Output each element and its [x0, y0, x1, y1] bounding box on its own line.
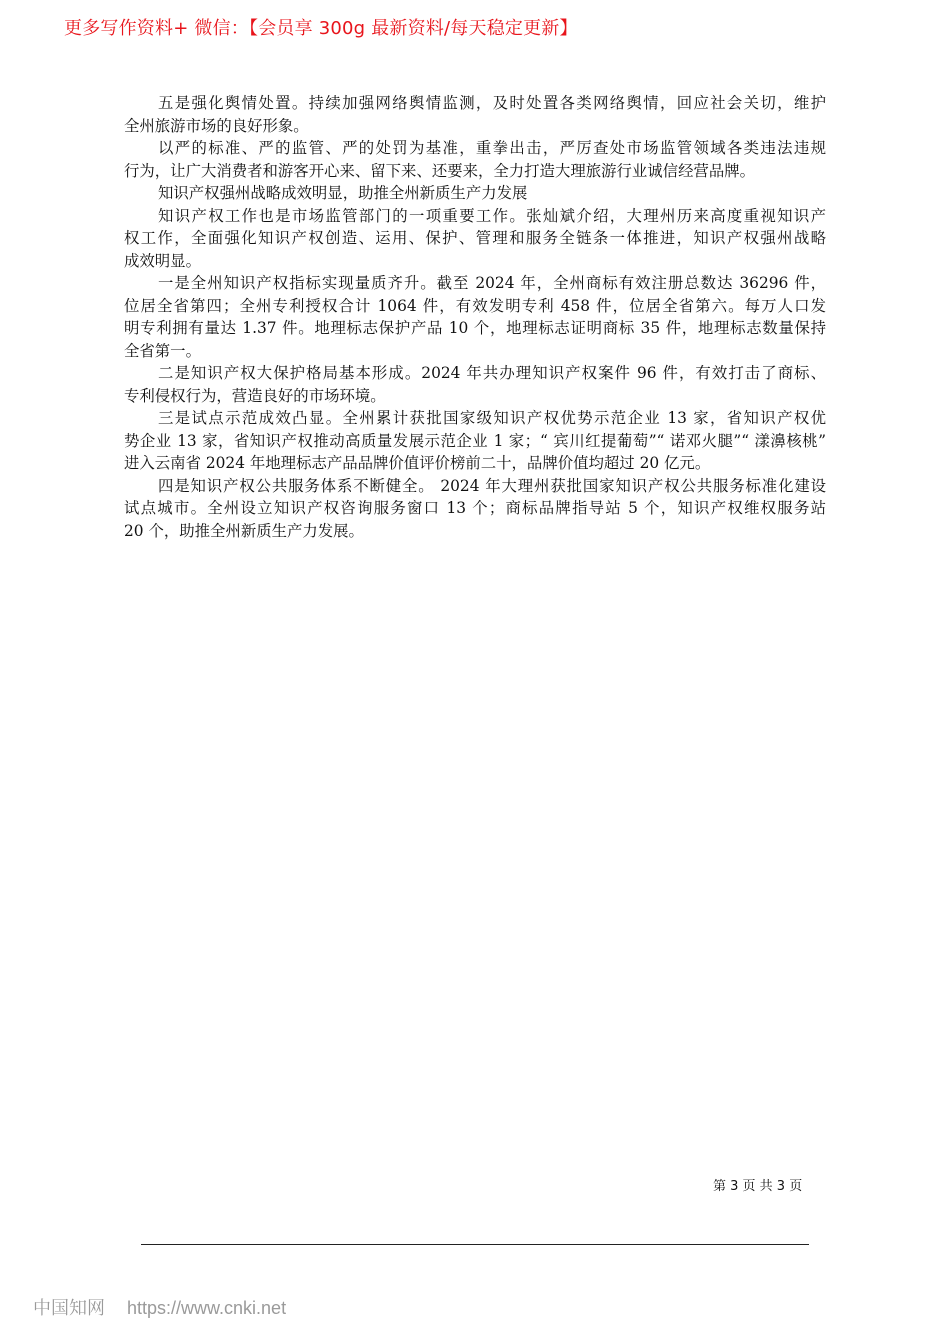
paragraph-line: 位居全省第四；全州专利授权合计 1064 件，有效发明专利 458 件，位居全省第六。每万人口发 — [124, 296, 826, 315]
paragraph-line: 进入云南省 2024 年地理标志产品品牌价值评价榜前二十，品牌价值均超过 20 亿元。 — [124, 454, 711, 472]
paragraph-line: 二是知识产权大保护格局基本形成。2024 年共办理知识产权案件 96 件，有效打击了商标、 — [158, 364, 826, 382]
paragraph-line: 四是知识产权公共服务体系不断健全。 2024 年大理州获批国家知识产权公共服务标准化建设 — [158, 476, 826, 495]
paragraph — [124, 475, 826, 543]
paragraph — [124, 407, 826, 475]
cnki-brand: 中国知网 — [33, 1298, 105, 1318]
paragraph-line: 势企业 13 家，省知识产权推动高质量发展示范企业 1 家；“ 宾川红提葡萄”“ 诺邓火腿”“ 漾濞核桃” — [124, 431, 826, 450]
footer-divider — [141, 1244, 809, 1245]
paragraph-line: 三是试点示范成效凸显。全州累计获批国家级知识产权优势示范企业 13 家，省知识产权优 — [158, 409, 826, 427]
paragraph — [124, 137, 826, 182]
paragraph-line: 行为，让广大消费者和游客开心来、留下来、还要来，全力打造大理旅游行业诚信经营品牌。 — [124, 161, 756, 180]
paragraph-line: 知识产权工作也是市场监管部门的一项重要工作。张灿斌介绍，大理州历来高度重视知识产 — [158, 206, 826, 225]
paragraph-line: 试点城市。全州设立知识产权咨询服务窗口 13 个；商标品牌指导站 5 个，知识产权维权服务站 — [124, 499, 826, 517]
paragraph-line: 20 个，助推全州新质生产力发展。 — [124, 521, 364, 540]
paragraph — [124, 92, 826, 137]
paragraph-line: 全州旅游市场的良好形象。 — [124, 116, 309, 135]
promo-banner: 更多写作资料+ 微信：【会员享 300g 最新资料/每天稳定更新】 — [64, 18, 578, 39]
paragraph-line: 全省第一。 — [124, 341, 201, 360]
cnki-url[interactable]: https://www.cnki.net — [127, 1298, 287, 1318]
paragraph — [124, 362, 826, 407]
paragraph-line: 一是全州知识产权指标实现量质齐升。截至 2024 年，全州商标有效注册总数达 36296 件， — [158, 274, 826, 292]
paragraph — [124, 205, 826, 273]
paragraph — [124, 272, 826, 362]
page-number: 第 3 页 共 3 页 — [713, 1179, 803, 1194]
paragraph — [124, 182, 826, 205]
paragraph-line: 明专利拥有量达 1.37 件。地理标志保护产品 10 个，地理标志证明商标 35 件，地理标志数量保持 — [124, 319, 826, 337]
paragraph-line: 专利侵权行为，营造良好的市场环境。 — [124, 386, 386, 405]
paragraph-line: 以严的标准、严的监管、严的处罚为基准，重拳出击，严厉查处市场监管领域各类违法违规 — [158, 139, 826, 157]
paragraph-line: 成效明显。 — [124, 251, 201, 270]
paragraph-line: 权工作，全面强化知识产权创造、运用、保护、管理和服务全链条一体推进，知识产权强州战略 — [124, 229, 826, 247]
paragraph-line: 五是强化舆情处置。持续加强网络舆情监测，及时处置各类网络舆情，回应社会关切，维护 — [158, 94, 826, 112]
document-body — [124, 92, 826, 542]
paragraph-line: 知识产权强州战略成效明显，助推全州新质生产力发展 — [158, 184, 528, 202]
watermark-footer — [33, 1294, 286, 1320]
